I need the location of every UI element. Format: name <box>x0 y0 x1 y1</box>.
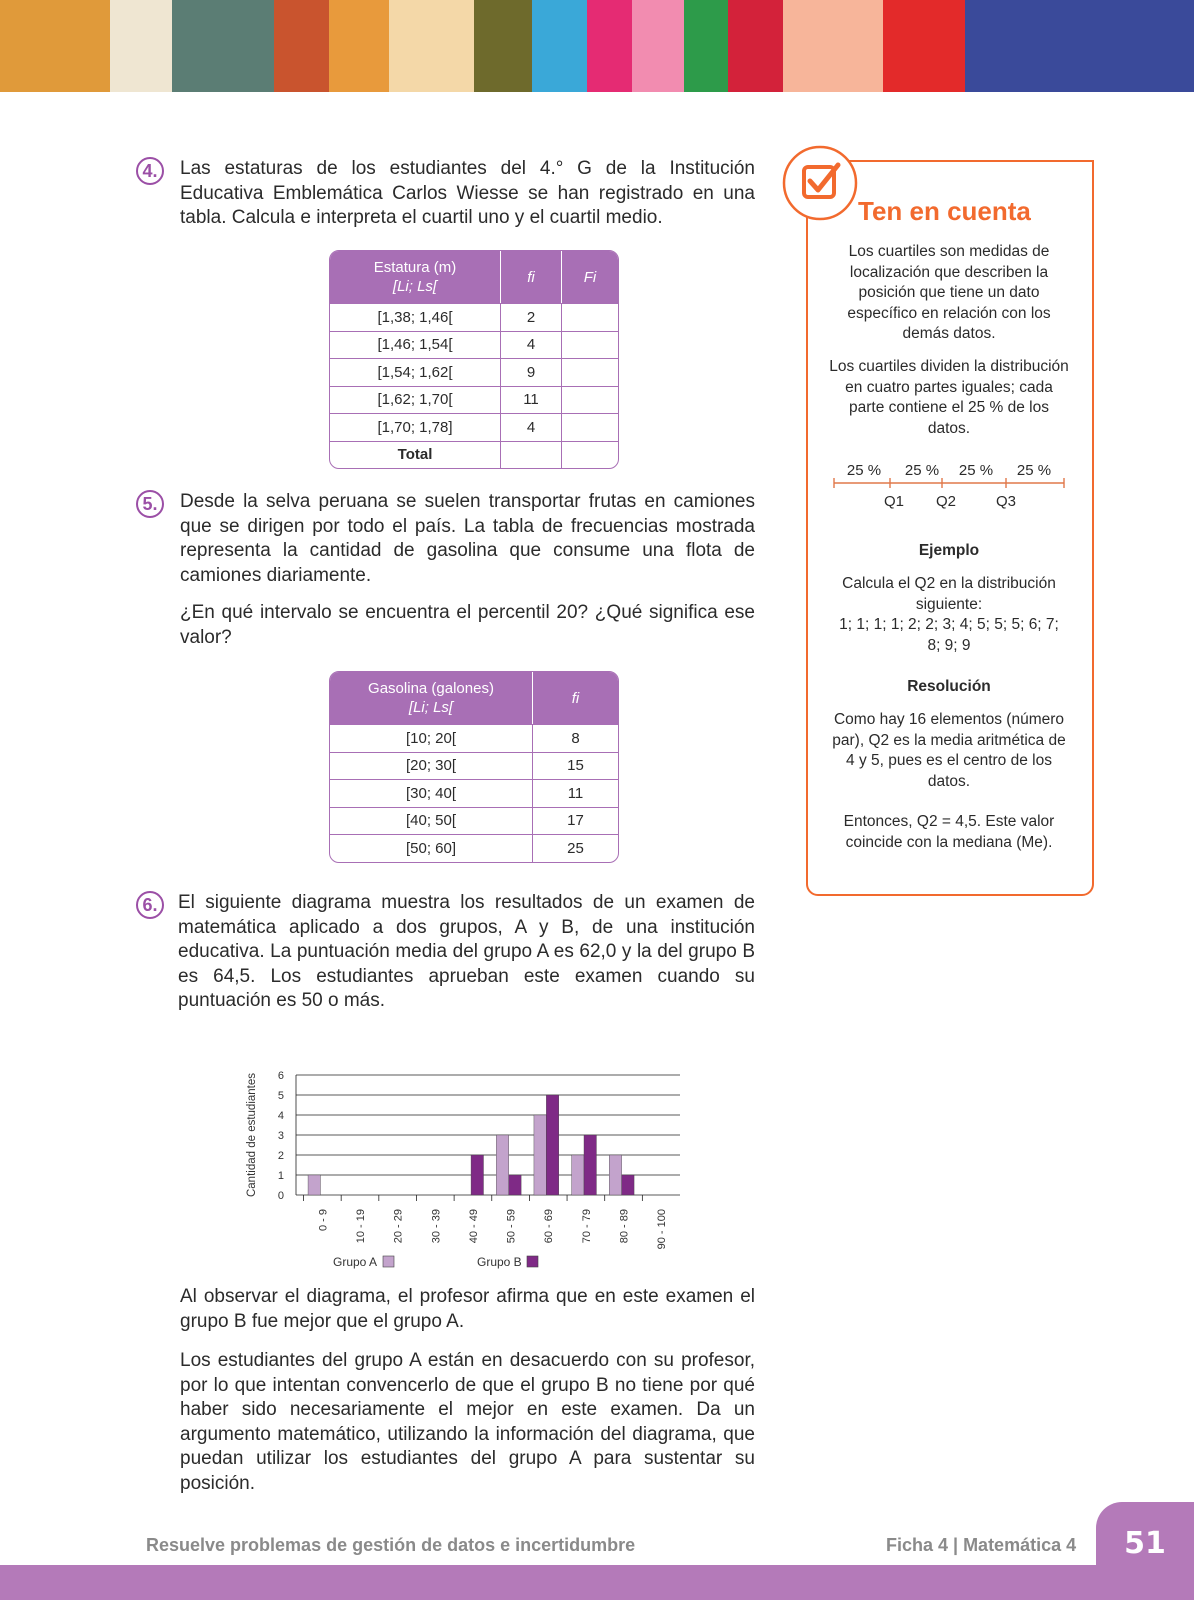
banner-stripe <box>389 0 474 92</box>
table-cell: [1,38; 1,46[ <box>330 303 501 331</box>
table-cell <box>562 413 618 441</box>
table-row <box>330 386 618 414</box>
question-6-text: El siguiente diagrama muestra los resultados de un examen de matemática aplicado a dos grupos, A y B, de una institución educativa. La puntuación media del grupo A es 62,0 y la del grupo B es 64,5. Los estudiantes aprueban este examen cuando su puntuación es 50 o más. <box>178 892 755 1011</box>
question-4-number: 4. <box>136 157 164 185</box>
question-5-question: ¿En qué intervalo se encuentra el percentil 20? ¿Qué significa ese valor? <box>180 602 755 648</box>
bar-grupo-a <box>572 1155 584 1195</box>
y-tick-label: 4 <box>277 1110 284 1122</box>
bar-grupo-a <box>496 1135 508 1195</box>
banner-stripe <box>684 0 728 92</box>
x-tick-label: 90 - 100 <box>656 1209 669 1250</box>
page-number: 51 <box>1124 1526 1166 1561</box>
question-6-para2: Al observar el diagrama, el profesor afirma que en este examen el grupo B fue mejor que el grupo A. <box>180 1286 755 1332</box>
banner-stripe <box>883 0 965 92</box>
banner-stripe <box>632 0 684 92</box>
table-total-row <box>330 441 618 469</box>
total-label: Total <box>330 441 501 469</box>
table-cell: [1,62; 1,70[ <box>330 386 501 414</box>
question-5-number: 5. <box>136 490 164 518</box>
resolution-title: Resolución <box>907 678 991 695</box>
table-cell: [1,54; 1,62[ <box>330 358 501 386</box>
banner-stripe <box>474 0 532 92</box>
score-bar-chart <box>240 1055 700 1280</box>
banner-stripe <box>587 0 632 92</box>
percent-label: 25 % <box>1016 462 1052 479</box>
table-cell: [30; 40[ <box>330 779 533 807</box>
x-tick-label: 0 - 9 <box>317 1209 330 1232</box>
x-tick-label: 20 - 29 <box>392 1209 405 1244</box>
table-cell <box>562 386 618 414</box>
legend-swatch <box>383 1256 394 1267</box>
question-6-number: 6. <box>136 891 164 919</box>
quartile-label: Q3 <box>995 493 1017 510</box>
banner-stripe <box>532 0 587 92</box>
banner-stripe <box>172 0 274 92</box>
question-4-text: Las estaturas de los estudiantes del 4.° G de la Institución Educativa Emblemática Carlos Wiesse se han registrado en una tabla. Calcula e interpreta el cuartil uno y el cuartil medio. <box>180 158 755 228</box>
legend-swatch <box>527 1256 538 1267</box>
table-cell: 4 <box>501 413 562 441</box>
header-height-interval: [Li; Ls[ <box>392 278 438 295</box>
tip-paragraph-1: Los cuartiles son medidas de localización que describen la posición que tiene un dato específico en relación con los demás datos. <box>847 243 1051 342</box>
table-cell: 25 <box>533 834 618 862</box>
x-tick-label: 30 - 39 <box>430 1209 443 1244</box>
y-tick-label: 0 <box>277 1190 284 1202</box>
y-axis-label: Cantidad de estudiantes <box>246 1072 258 1198</box>
y-tick-label: 5 <box>277 1090 284 1102</box>
banner-stripe <box>274 0 329 92</box>
table-row <box>330 807 618 835</box>
table-row <box>330 724 618 752</box>
table-cell: [1,46; 1,54[ <box>330 331 501 359</box>
percent-label: 25 % <box>846 462 882 479</box>
header-fi: fi <box>501 251 562 303</box>
tip-paragraph-2: Los cuartiles dividen la distribución en cuatro partes iguales; cada parte contiene el 25 % de los datos. <box>829 358 1069 437</box>
quartile-label: Q2 <box>935 493 957 510</box>
table-row <box>330 358 618 386</box>
bar-grupo-a <box>534 1115 546 1195</box>
y-tick-label: 6 <box>277 1070 284 1082</box>
table-row <box>330 331 618 359</box>
table-cell: 8 <box>533 724 618 752</box>
x-tick-label: 80 - 89 <box>618 1209 631 1244</box>
resolution-text: Como hay 16 elementos (número par), Q2 es la media aritmética de 4 y 5, pues es el centro de los datos. <box>832 711 1066 790</box>
decorative-banner <box>0 0 1194 92</box>
example-text: Calcula el Q2 en la distribución siguiente: <box>842 575 1056 613</box>
footer-subject: Resuelve problemas de gestión de datos e incertidumbre <box>146 1535 636 1555</box>
x-tick-label: 50 - 59 <box>505 1209 518 1244</box>
table-cell: [20; 30[ <box>330 752 533 780</box>
table-cell: 9 <box>501 358 562 386</box>
bar-grupo-b <box>509 1175 521 1195</box>
table-row <box>330 834 618 862</box>
footer-booklet: Ficha 4 | Matemática 4 <box>886 1535 1077 1555</box>
height-frequency-table <box>329 250 619 469</box>
question-5-text: Desde la selva peruana se suelen transportar frutas en camiones que se dirigen por todo el país. La tabla de frecuencias mostrada representa la cantidad de gasolina que consume una flota de camiones diariamente. <box>180 491 755 586</box>
bar-grupo-a <box>308 1175 320 1195</box>
header-gasoline-interval: [Li; Ls[ <box>408 699 454 716</box>
table-row <box>330 303 618 331</box>
question-6-para3: Los estudiantes del grupo A están en desacuerdo con su profesor, por lo que intentan convencerlo de que el grupo B no tiene por qué haber sido necesariamente el mejor en este examen. Da un argumento matemático, utilizando la información del diagrama, que puedan utilizar los estudiantes del grupo A para sustentar su posición. <box>180 1350 755 1494</box>
header-Fi: Fi <box>562 251 618 303</box>
x-tick-label: 70 - 79 <box>580 1209 593 1244</box>
banner-stripe <box>728 0 783 92</box>
table-row <box>330 413 618 441</box>
table-cell: 15 <box>533 752 618 780</box>
example-title: Ejemplo <box>918 542 980 559</box>
header-gasoline <box>330 672 533 724</box>
bar-grupo-b <box>471 1155 483 1195</box>
x-tick-label: 60 - 69 <box>543 1209 556 1244</box>
checkbox-check-icon <box>782 145 862 225</box>
y-tick-label: 3 <box>277 1130 284 1142</box>
banner-stripe <box>783 0 883 92</box>
banner-stripe <box>965 0 1194 92</box>
bar-grupo-a <box>609 1155 621 1195</box>
table-cell <box>501 441 562 469</box>
x-tick-label: 10 - 19 <box>355 1209 367 1244</box>
bar-grupo-b <box>584 1135 596 1195</box>
x-tick-label: 40 - 49 <box>467 1209 480 1244</box>
table-cell: [40; 50[ <box>330 807 533 835</box>
header-height-label: Estatura (m) <box>373 259 457 276</box>
banner-stripe <box>329 0 389 92</box>
table-cell: 11 <box>501 386 562 414</box>
table-row <box>330 779 618 807</box>
legend-label: Grupo B <box>477 1255 522 1269</box>
bar-grupo-b <box>546 1095 558 1195</box>
table-cell: 17 <box>533 807 618 835</box>
table-row <box>330 752 618 780</box>
y-tick-label: 1 <box>277 1170 284 1182</box>
example-data: 1; 1; 1; 1; 2; 2; 3; 4; 5; 5; 5; 6; 7; 8; 9; 9 <box>839 616 1059 654</box>
header-height <box>330 251 501 303</box>
table-cell: [1,70; 1,78] <box>330 413 501 441</box>
table-cell <box>562 358 618 386</box>
footer-bar <box>0 1565 1194 1600</box>
table-cell: 2 <box>501 303 562 331</box>
quartile-label: Q1 <box>883 493 905 510</box>
table-cell: 11 <box>533 779 618 807</box>
bar-grupo-b <box>622 1175 634 1195</box>
percent-label: 25 % <box>904 462 940 479</box>
header-fi: fi <box>533 672 618 724</box>
banner-stripe <box>110 0 172 92</box>
tip-box-title: Ten en cuenta <box>858 196 1031 226</box>
table-cell <box>562 331 618 359</box>
conclusion-text: Entonces, Q2 = 4,5. Este valor coincide con la mediana (Me). <box>843 813 1055 851</box>
table-cell: 4 <box>501 331 562 359</box>
table-cell <box>562 303 618 331</box>
legend-label: Grupo A <box>333 1255 378 1269</box>
table-cell: [50; 60] <box>330 834 533 862</box>
table-cell: [10; 20[ <box>330 724 533 752</box>
quartile-diagram <box>826 458 1072 514</box>
header-gasoline-label: Gasolina (galones) <box>368 680 494 697</box>
y-tick-label: 2 <box>277 1150 284 1162</box>
gasoline-frequency-table <box>329 671 619 863</box>
table-cell <box>562 441 618 469</box>
banner-stripe <box>0 0 110 92</box>
percent-label: 25 % <box>958 462 994 479</box>
